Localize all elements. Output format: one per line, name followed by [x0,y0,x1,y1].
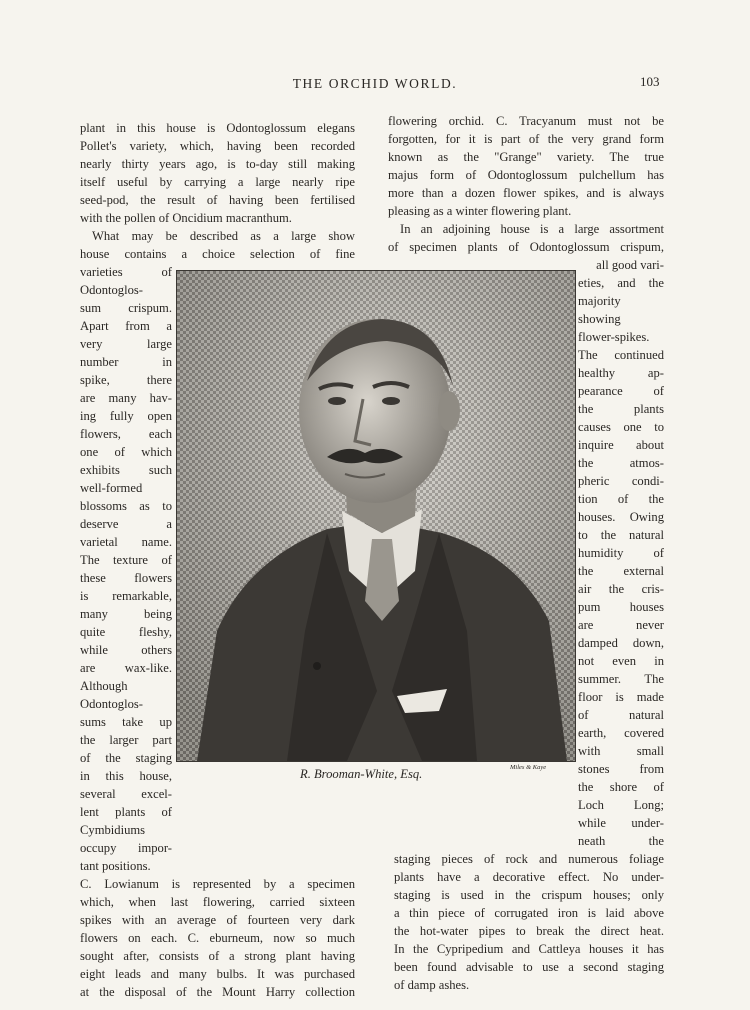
text-line: staging pieces of rock and numerous foliage [394,852,664,866]
text-line: eight leads and many bulbs. It was purchased [80,967,355,981]
text-line: are many hav- [80,391,172,405]
text-line: one of which [80,445,172,459]
text-line: pheric condi- [578,474,664,488]
text-line: spikes with an average of fourteen very dark [80,913,355,927]
text-line: In an adjoining house is a large assortment [400,222,664,236]
text-line: stones from [578,762,664,776]
text-line: lent plants of [80,805,172,819]
text-line: been found advisable to use a second staging [394,960,664,974]
text-line: blossoms as to [80,499,172,513]
text-line: the shore of [578,780,664,794]
text-line: houses. Owing [578,510,664,524]
text-line: while others [80,643,172,657]
text-line: pearance of [578,384,664,398]
text-line: which, when last flowering, carried sixteen [80,895,355,909]
text-line: forgotten, for it is part of the very grand form [388,132,664,146]
text-line: of the staging [80,751,172,765]
text-line: of damp ashes. [394,978,470,992]
text-line: not even in [578,654,664,668]
text-line: a thin piece of corrugated iron is laid above [394,906,664,920]
text-line: staging is used in the crispum houses; only [394,888,664,902]
text-line: Although [80,679,128,693]
text-line: What may be described as a large show [92,229,355,243]
text-line: while under- [578,816,664,830]
text-line: flowers on each. C. eburneum, now so much [80,931,355,945]
text-line: pleasing as a winter flowering plant. [388,204,572,218]
text-line: inquire about [578,438,664,452]
text-line: well-formed [80,481,143,495]
text-line: house contains a choice selection of fine [80,247,355,261]
text-line: majus form of Odontoglossum pulchellum has [388,168,664,182]
text-line: flowering orchid. C. Tracyanum must not be [388,114,664,128]
portrait-illustration [177,271,575,761]
text-line: The continued [578,348,664,362]
text-line: eties, and the [578,276,664,290]
text-line: itself useful by carrying a large nearly ripe [80,175,355,189]
text-line: all good vari- [596,258,664,272]
text-line: quite fleshy, [80,625,172,639]
text-line: of specimen plants of Odontoglossum crispum, [388,240,664,254]
text-line: number in [80,355,172,369]
text-line: with the pollen of Oncidium macranthum. [80,211,292,225]
portrait-photo [176,270,576,762]
text-line: In the Cypripedium and Cattleya houses it has [394,942,664,956]
text-line: flowers, each [80,427,172,441]
text-line: Loch Long; [578,798,664,812]
text-line: seed-pod, the result of having been fertilised [80,193,355,207]
text-line: ing fully open [80,409,172,423]
text-line: sought after, consists of a strong plant having [80,949,355,963]
text-line: several excel- [80,787,172,801]
text-line: floor is made [578,690,664,704]
text-line: summer. The [578,672,664,686]
text-line: of natural [578,708,664,722]
photo-credit: Miles & Kaye [510,764,547,771]
text-line: C. Lowianum is represented by a specimen [80,877,355,891]
text-line: varieties of [80,265,172,279]
text-line: Apart from a [80,319,172,333]
text-line: the plants [578,402,664,416]
text-line: the atmos- [578,456,664,470]
text-line: sums take up [80,715,172,729]
text-line: Odontoglos- [80,697,143,711]
text-line: are never [578,618,664,632]
text-line: at the disposal of the Mount Harry collection [80,985,355,999]
text-line: Pollet's variety, which, having been recorded [80,139,355,153]
text-line: to the natural [578,528,664,542]
text-line: tant positions. [80,859,151,873]
text-line: healthy ap- [578,366,664,380]
text-line: Odontoglos- [80,283,143,297]
text-line: plants have a decorative effect. No under- [394,870,664,884]
text-line: with small [578,744,664,758]
text-line: known as the "Grange" variety. The true [388,150,664,164]
text-line: very large [80,337,172,351]
text-line: the external [578,564,664,578]
text-line: the larger part [80,733,172,747]
text-line: more than a dozen flower spikes, and is always [388,186,664,200]
text-line: Cymbidiums [80,823,146,837]
text-line: earth, covered [578,726,664,740]
figure-caption: R. Brooman-White, Esq. [300,767,423,781]
text-line: pum houses [578,600,664,614]
text-line: showing [578,312,621,326]
text-line: in this house, [80,769,172,783]
text-line: nearly thirty years ago, is to-day still making [80,157,355,171]
text-line: flower-spikes. [578,330,650,344]
text-line: The texture of [80,553,172,567]
text-line: is remarkable, [80,589,172,603]
text-line: tion of the [578,492,664,506]
text-line: plant in this house is Odontoglossum elegans [80,121,355,135]
text-line: deserve a [80,517,172,531]
text-line: sum crispum. [80,301,172,315]
text-line: majority [578,294,621,308]
text-line: these flowers [80,571,172,585]
page-number: 103 [640,74,660,89]
running-title: THE ORCHID WORLD. [292,76,458,91]
text-line: are wax-like. [80,661,172,675]
text-line: many being [80,607,172,621]
text-line: exhibits such [80,463,172,477]
text-line: air the cris- [578,582,664,596]
text-line: neath the [578,834,664,848]
text-line: causes one to [578,420,664,434]
text-line: damped down, [578,636,664,650]
text-line: occupy impor- [80,841,172,855]
text-line: humidity of [578,546,664,560]
text-line: varietal name. [80,535,172,549]
text-line: spike, there [80,373,172,387]
text-line: the hot-water pipes to break the direct heat. [394,924,664,938]
